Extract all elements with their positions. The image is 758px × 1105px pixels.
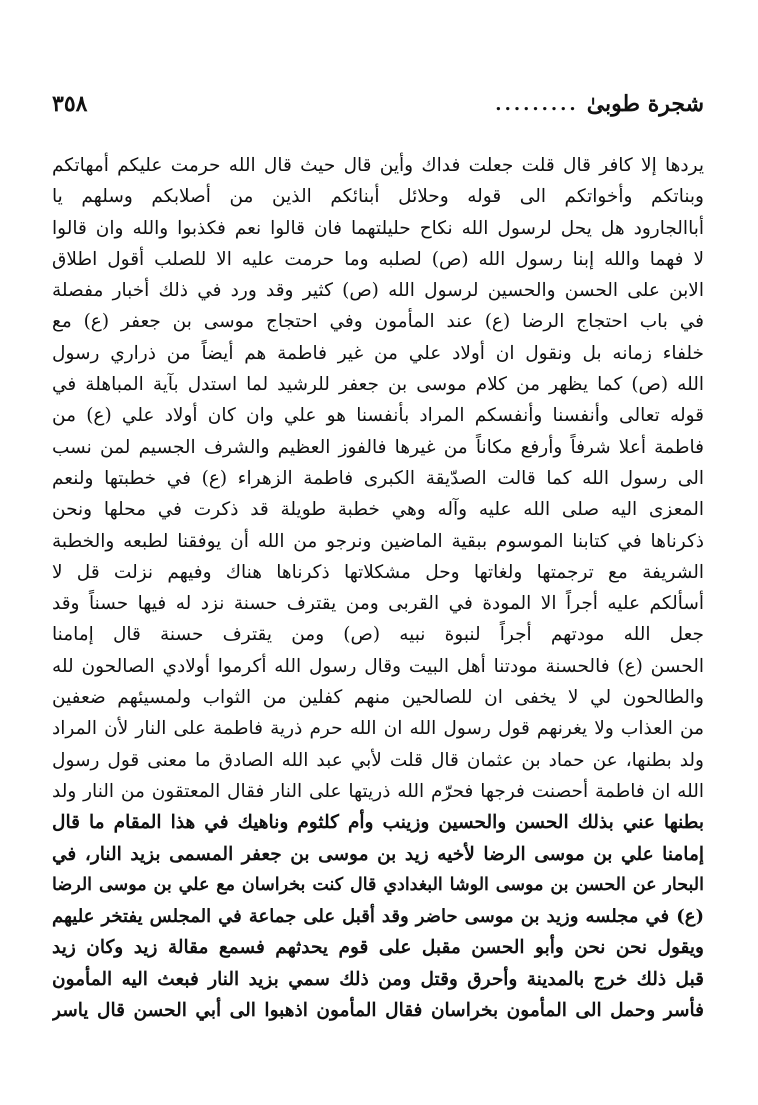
text-line: من العذاب ولا يغرنهم قول رسول الله ان الله حرم ذرية فاطمة على النار لأن المراد	[52, 718, 704, 740]
header-title-group	[495, 91, 704, 117]
text-line: والطالحون لي لا يخفى ان للصالحين منهم كفلين من الثواب ولمسيئهم ضعفين	[52, 687, 704, 709]
text-line: في باب احتجاج الرضا (ع) عند المأمون وفي احتجاج موسى بن جعفر (ع) مع	[52, 311, 704, 333]
text-line: إمامنا علي بن موسى الرضا لأخيه زيد بن موسى بن جعفر المسمى بزيد النار، في	[52, 843, 704, 865]
text-line: فأسر وحمل الى المأمون بخراسان فقال المأمون اذهبوا الى أبي الحسن قال ياسر	[52, 1000, 704, 1022]
text-line: الله (ص) كما يظهر من كلام موسى بن جعفر للرشيد لما استدل بآية المباهلة في	[52, 374, 704, 396]
text-line: الابن على الحسن والحسين لرسول الله (ص) كثير وقد ورد في ذلك أخبار مفصلة	[52, 280, 704, 302]
running-title: شجرة طوبىٰ	[586, 91, 704, 117]
text-line: الى رسول الله كما قالت الصدّيقة الكبرى فاطمة الزهراء (ع) في خطبتها ولنعم	[52, 467, 704, 489]
text-line: جعل الله مودتهم أجراً لنبوة نبيه (ص) ومن يقترف حسنة قال إمامنا	[52, 624, 704, 646]
text-line: الحسن (ع) فالحسنة مودتنا أهل البيت وقال رسول الله أكرموا أولادي الصالحون لله	[52, 655, 704, 677]
text-line: الله ان فاطمة أحصنت فرجها فحرّم الله ذريتها على النار فقال المعتقون من النار ولد	[52, 780, 704, 802]
text-line: أباالجارود هل يحل لرسول الله نكاح حليلتهما فان قالوا نعم فكذبوا والله وان قالوا	[52, 217, 704, 239]
text-line: وبناتكم وأخواتكم الى قوله وحلائل أبنائكم الذين من أصلابكم وسلهم يا	[52, 186, 704, 208]
text-line: ولد بطنها، عن حماد بن عثمان قال قلت لأبي عبد الله الصادق ما معنى قول رسول	[52, 749, 704, 771]
text-line: البحار عن الحسن بن موسى الوشا البغدادي قال كنت بخراسان مع علي بن موسى الرضا	[52, 874, 704, 895]
text-line: أسألكم عليه أجراً الا المودة في القربى ومن يقترف حسنة نزد له فيها حسناً وقد	[52, 593, 704, 615]
text-line: ذكرناها في كتابنا الموسوم ببقية الماضين ونرجو من الله أن يوفقنا لطبعه والخطبة	[52, 530, 704, 552]
text-line: (ع) في مجلسه وزيد بن موسى حاضر وقد أقبل على جماعة في المجلس يفتخر عليهم	[52, 906, 704, 928]
text-line: قبل ذلك خرج بالمدينة وأحرق وقتل ومن ذلك سمي بزيد النار فبعث اليه المأمون	[52, 968, 704, 990]
text-line: قوله تعالى وأنفسنا وأنفسكم المراد بأنفسنا هو علي وان كان أولاد علي (ع) من	[52, 405, 704, 427]
text-line: الشريفة مع ترجمتها ولغاتها وحل مشكلاتها ذكرناها هناك وفيهم نزلت قل لا	[52, 561, 704, 583]
text-line: بطنها عني بذلك الحسن والحسين وزينب وأم كلثوم وناهيك في هذا المقام ما قال	[52, 812, 704, 834]
page-number: ٣٥٨	[52, 91, 88, 117]
leader-dots: .........	[495, 93, 579, 115]
text-line: لا فهما والله إبنا رسول الله (ص) لصلبه وما حرمت عليه الا للصلب أقول اطلاق	[52, 248, 704, 270]
running-header	[52, 86, 704, 122]
text-line: ويقول نحن نحن وأبو الحسن مقبل على قوم يحدثهم فسمع مقالة زيد وكان زيد	[52, 937, 704, 959]
text-line: المعزى اليه صلى الله عليه وآله وهي خطبة طويلة قد ذكرت في محلها ونحن	[52, 499, 704, 521]
text-line: يردها إلا كافر قال قلت جعلت فداك وأين قال حيث قال الله حرمت عليكم أمهاتكم	[52, 155, 704, 176]
text-line: فاطمة أعلا شرفاً وأرفع مكاناً من غيرها فالفوز العظيم والشرف الجسيم لمن نسب	[52, 436, 704, 458]
text-line: خلفاء زمانه بل ونقول ان أولاد علي من غير فاطمة هم أيضاً من ذراري رسول	[52, 342, 704, 364]
body-text	[52, 150, 704, 1026]
